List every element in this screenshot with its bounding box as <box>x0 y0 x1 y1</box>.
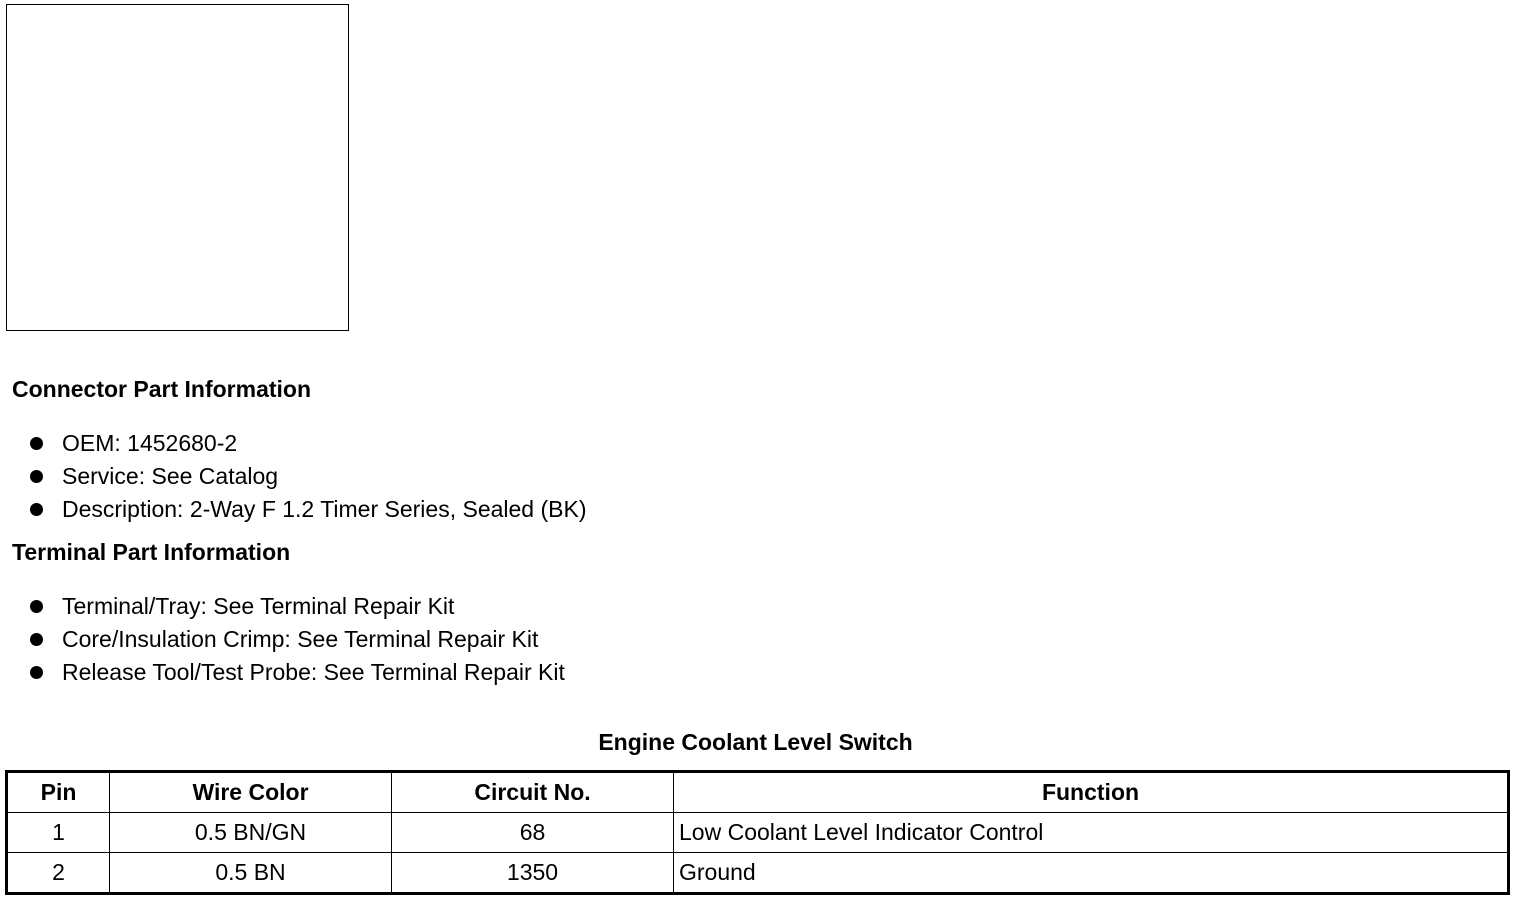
table-row <box>7 813 1509 853</box>
list-item <box>30 460 587 493</box>
connector-description: Description: 2-Way F 1.2 Timer Series, Sealed (BK) <box>62 496 587 522</box>
pinout-table <box>5 770 1510 895</box>
header-wire-color: Wire Color <box>110 772 392 813</box>
cell-circuit-no: 68 <box>392 813 674 853</box>
bullet-icon <box>30 503 43 516</box>
cell-wire-color: 0.5 BN/GN <box>110 813 392 853</box>
cell-wire-color: 0.5 BN <box>110 853 392 894</box>
bullet-icon <box>30 666 43 679</box>
list-item <box>30 493 587 526</box>
bullet-icon <box>30 437 43 450</box>
connector-oem: OEM: 1452680-2 <box>62 430 238 456</box>
connector-service: Service: See Catalog <box>62 463 279 489</box>
header-pin: Pin <box>7 772 110 813</box>
cell-pin: 2 <box>7 853 110 894</box>
cell-circuit-no: 1350 <box>392 853 674 894</box>
table-title: Engine Coolant Level Switch <box>598 729 913 755</box>
header-circuit-no: Circuit No. <box>392 772 674 813</box>
terminal-heading: Terminal Part Information <box>12 539 291 565</box>
cell-function: Low Coolant Level Indicator Control <box>674 813 1509 853</box>
table-row <box>7 853 1509 894</box>
bullet-icon <box>30 470 43 483</box>
header-function: Function <box>674 772 1509 813</box>
connector-heading: Connector Part Information <box>12 376 312 402</box>
cell-function: Ground <box>674 853 1509 894</box>
bullet-icon <box>30 600 43 613</box>
cell-pin: 1 <box>7 813 110 853</box>
connector-info-list <box>30 427 587 526</box>
terminal-crimp: Core/Insulation Crimp: See Terminal Repair Kit <box>62 626 539 652</box>
list-item <box>30 427 587 460</box>
terminal-tray: Terminal/Tray: See Terminal Repair Kit <box>62 593 455 619</box>
list-item <box>30 623 565 656</box>
table-header-row <box>7 772 1509 813</box>
bullet-icon <box>30 633 43 646</box>
list-item <box>30 656 565 689</box>
list-item <box>30 590 565 623</box>
terminal-info-list <box>30 590 565 689</box>
connector-image-frame <box>6 4 349 331</box>
terminal-release-tool: Release Tool/Test Probe: See Terminal Repair Kit <box>62 659 565 685</box>
